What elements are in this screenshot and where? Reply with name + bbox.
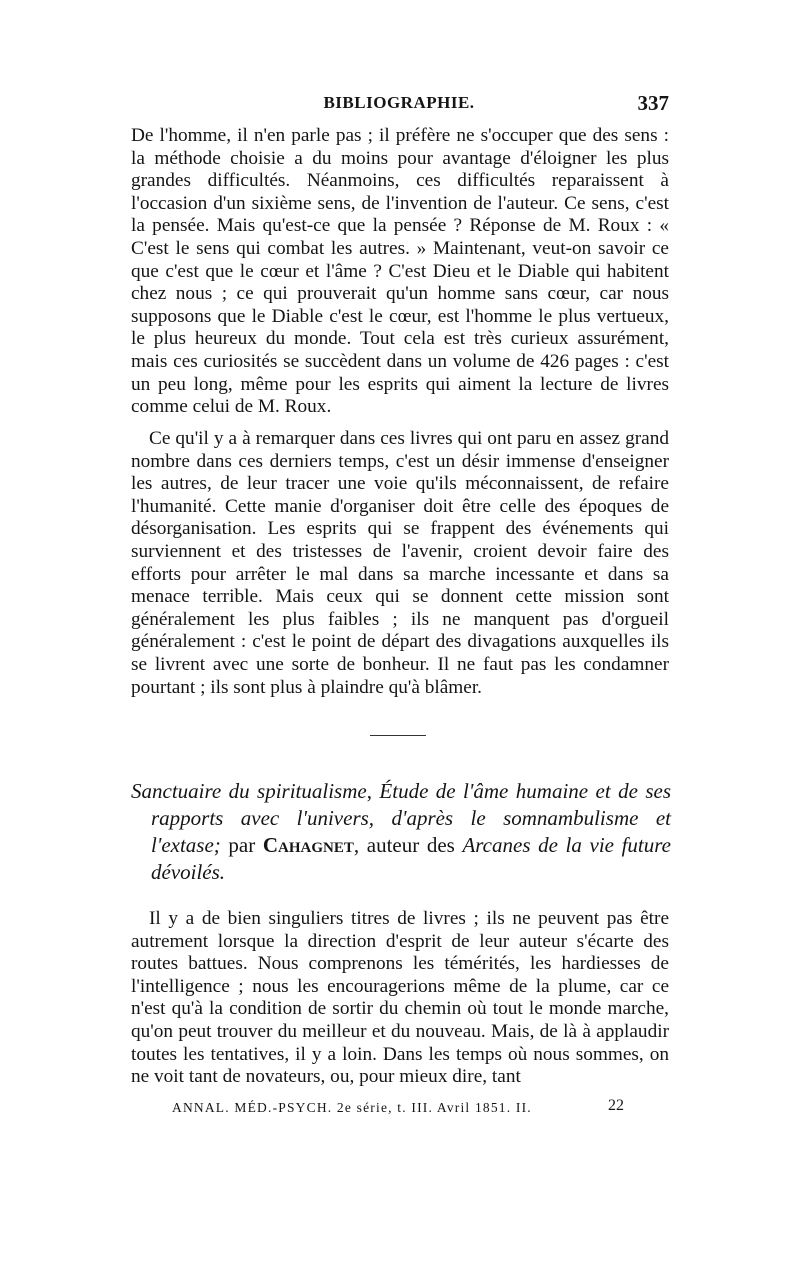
review-author-role: , auteur des: [353, 833, 463, 857]
review-heading: [131, 778, 671, 886]
review-title-part2: Étude de l'âme humaine et de ses rapports avec l'univers, d'après le somnambulisme et l'extase;: [151, 779, 672, 857]
paragraph-block: [131, 428, 669, 699]
review-other-work: Arcanes de la vie future dévoilés.: [151, 833, 671, 884]
paragraph-continued: [131, 125, 669, 419]
signature-mark: 22: [608, 1097, 624, 1114]
review-title-part1: Sanctuaire du spiritualisme: [131, 779, 367, 803]
paragraph: De l'homme, il n'en parle pas ; il préfère ne s'occuper que des sens : la méthode choisie a du moins pour avantage d'éloigner les plus grandes difficultés. Néanmoins, ces difficultés reparaissent à l'occasion d'un sixième sens, de l'invention de l'auteur. Ce sens, c'est la pensée. Mais qu'est-ce que la pensée ? Réponse de M. Roux : « C'est le sens qui combat les autres. » Maintenant, veut-on savoir ce que c'est que le cœur et l'âme ? C'est Dieu et le Diable qui habitent chez nous ; ce qui prouverait qu'un homme sans cœur, car nous supposons que le Diable c'est le cœur, est l'homme le plus vertueux, le plus heureux du monde. Tout cela est très curieux assurément, mais ces curiosités se succèdent dans un volume de 426 pages : c'est un peu long, même pour les esprits qui aiment la lecture de livres comme celui de M. Roux.: [131, 125, 669, 418]
review-author: Cahagnet: [262, 833, 354, 857]
footer-citation: ANNAL. MÉD.-PSYCH. 2e série, t. III. Avril 1851. II.: [172, 1100, 532, 1115]
paragraph: Il y a de bien singuliers titres de livres ; ils ne peuvent pas être autrement lorsque la direction d'esprit de leur auteur s'écarte des routes battues. Nous comprenons les témérités, les hardiesses de l'intelligence ; nous les encouragerions même de la plume, car ce n'est qu'à la condition de sortir du chemin où tout le monde marche, qu'on peut trouver du meilleur et du nouveau. Mais, de là à applaudir toutes les tentatives, il y a loin. Dans les temps où nous sommes, on ne voit tant de novateurs, ou, pour mieux dire, tant: [131, 908, 669, 1088]
page-header: [129, 93, 669, 123]
section-divider: [370, 735, 426, 736]
review-title-separator: ,: [366, 779, 380, 803]
running-title: BIBLIOGRAPHIE.: [323, 93, 475, 112]
paragraph: Ce qu'il y a à remarquer dans ces livres qui ont paru en assez grand nombre dans ces derniers temps, c'est un désir immense d'enseigner les autres, de leur tracer une voie qu'ils méconnaissent, de refaire l'humanité. Cette manie d'organiser doit être celle des époques de désorganisation. Les esprits qui se frappent des événements qui surviennent et des tristesses de l'avenir, croient devoir faire des efforts pour arrêter le mal dans sa marche incessante et dans sa menace terrible. Mais ceux qui se donnent cette mission sont généralement les plus faibles ; ils ne manquent pas d'orgueil généralement : c'est le point de départ des divagations auxquelles ils se livrent avec une sorte de bonheur. Il ne faut pas les condamner pourtant ; ils sont plus à plaindre qu'à blâmer.: [131, 428, 669, 698]
review-body: [131, 908, 669, 1089]
page-number: 337: [637, 91, 669, 115]
review-by: par: [220, 833, 263, 857]
